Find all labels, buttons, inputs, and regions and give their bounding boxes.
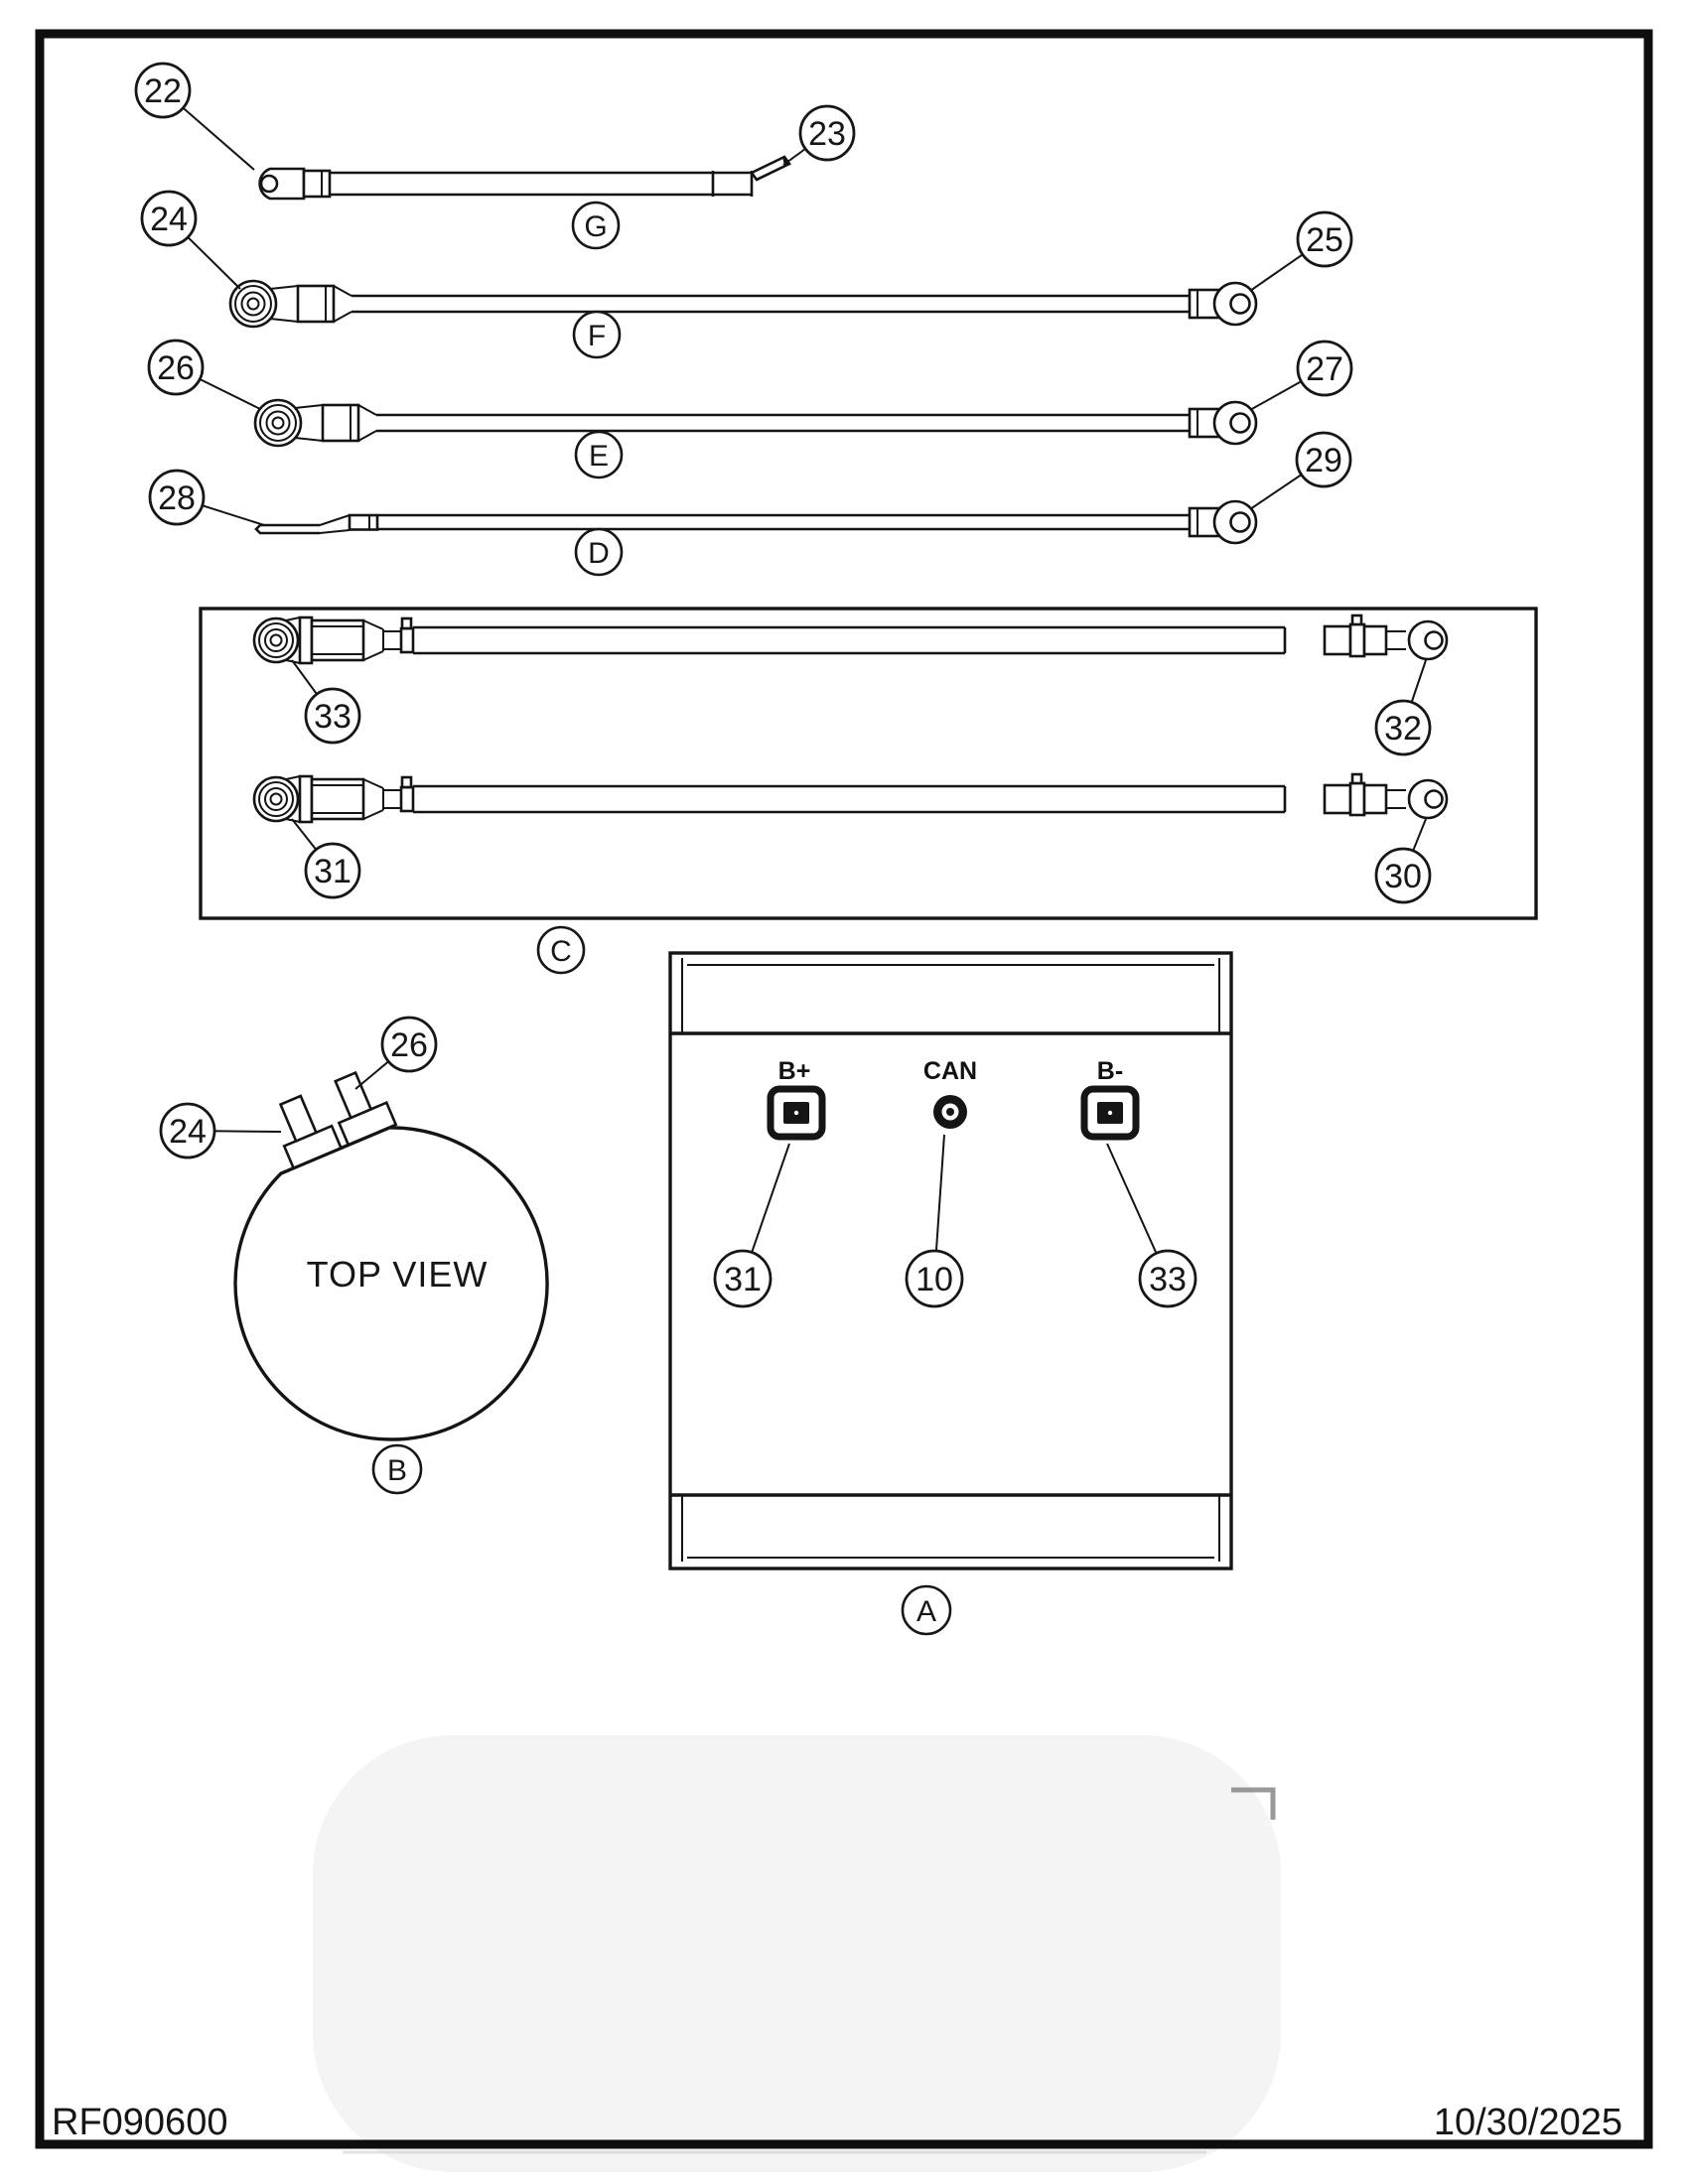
callout-24 [142, 192, 240, 289]
port-b-minus [1084, 1057, 1136, 1137]
callout-26 [149, 341, 260, 409]
panel-c [201, 609, 1536, 973]
panel-c-row1-drawing [254, 615, 1447, 663]
callout-31a-number: 31 [724, 1261, 762, 1298]
unit-a-lid [670, 958, 1231, 1033]
top-view-b [161, 1018, 547, 1493]
watermark-blob [313, 1735, 1281, 2172]
label-e-letter: E [588, 440, 610, 473]
label-e [576, 432, 622, 478]
callout-31-number: 31 [314, 853, 352, 890]
callout-32-panel-c [1376, 660, 1430, 754]
label-a-letter: A [915, 1595, 937, 1628]
port-b-plus-label: B+ [777, 1057, 811, 1085]
cable-f [142, 192, 1351, 357]
top-view-title: TOP VIEW [306, 1254, 489, 1295]
callout-25-number: 25 [1306, 221, 1343, 259]
label-b [373, 1445, 421, 1493]
callout-22 [136, 64, 254, 170]
callout-30-panel-c [1376, 819, 1430, 902]
callout-33-number: 33 [314, 698, 352, 736]
callout-24-number: 24 [150, 201, 188, 238]
label-f [574, 312, 620, 357]
callout-32-number: 32 [1384, 710, 1422, 748]
cable-f-drawing [230, 281, 1256, 327]
label-d-letter: D [588, 537, 610, 570]
callout-33a-number: 33 [1149, 1261, 1187, 1298]
cable-e [149, 341, 1351, 478]
cable-e-drawing [255, 400, 1256, 446]
port-can [923, 1057, 977, 1129]
label-a [903, 1586, 950, 1634]
unit-a-base [670, 1495, 1231, 1562]
label-d [576, 529, 622, 575]
callout-24b-number: 24 [169, 1113, 207, 1151]
callout-27-number: 27 [1306, 350, 1343, 388]
callout-27 [1250, 341, 1351, 410]
callout-26-number: 26 [157, 349, 195, 387]
callout-26-top-view [355, 1018, 436, 1089]
cable-g-drawing [260, 157, 789, 199]
callout-28-number: 28 [158, 479, 196, 517]
cable-d [150, 433, 1350, 575]
drawing-number: RF090600 [52, 2102, 228, 2143]
top-view-posts [269, 1066, 396, 1168]
label-g-letter: G [584, 210, 608, 243]
drawing-date: 10/30/2025 [1433, 2102, 1622, 2143]
callout-10-number: 10 [915, 1261, 953, 1298]
panel-c-row2-drawing [254, 774, 1447, 822]
callout-26b-number: 26 [390, 1026, 428, 1064]
callout-23-number: 23 [808, 115, 846, 153]
port-b-minus-label: B- [1096, 1057, 1124, 1085]
callout-24-top-view [161, 1104, 281, 1158]
callout-29-number: 29 [1305, 442, 1342, 479]
callout-33-unit-a [1107, 1144, 1196, 1306]
label-b-letter: B [386, 1454, 408, 1487]
callout-22-number: 22 [144, 72, 182, 110]
label-c [538, 927, 584, 973]
label-f-letter: F [587, 320, 607, 352]
callout-28 [150, 471, 264, 525]
callout-25 [1250, 212, 1351, 291]
cable-g [136, 64, 854, 248]
label-g [573, 203, 619, 248]
callout-30-number: 30 [1384, 858, 1422, 895]
callout-33-panel-c [292, 660, 359, 743]
callout-10-unit-a [907, 1135, 962, 1306]
callout-29 [1250, 433, 1350, 509]
port-can-label: CAN [922, 1057, 978, 1085]
cable-d-drawing [256, 501, 1256, 543]
callout-31-panel-c [292, 819, 359, 897]
port-b-plus [771, 1057, 822, 1137]
label-c-letter: C [550, 935, 572, 968]
callout-23 [783, 106, 854, 165]
unit-a [670, 953, 1231, 1634]
callout-31-unit-a [715, 1144, 789, 1306]
